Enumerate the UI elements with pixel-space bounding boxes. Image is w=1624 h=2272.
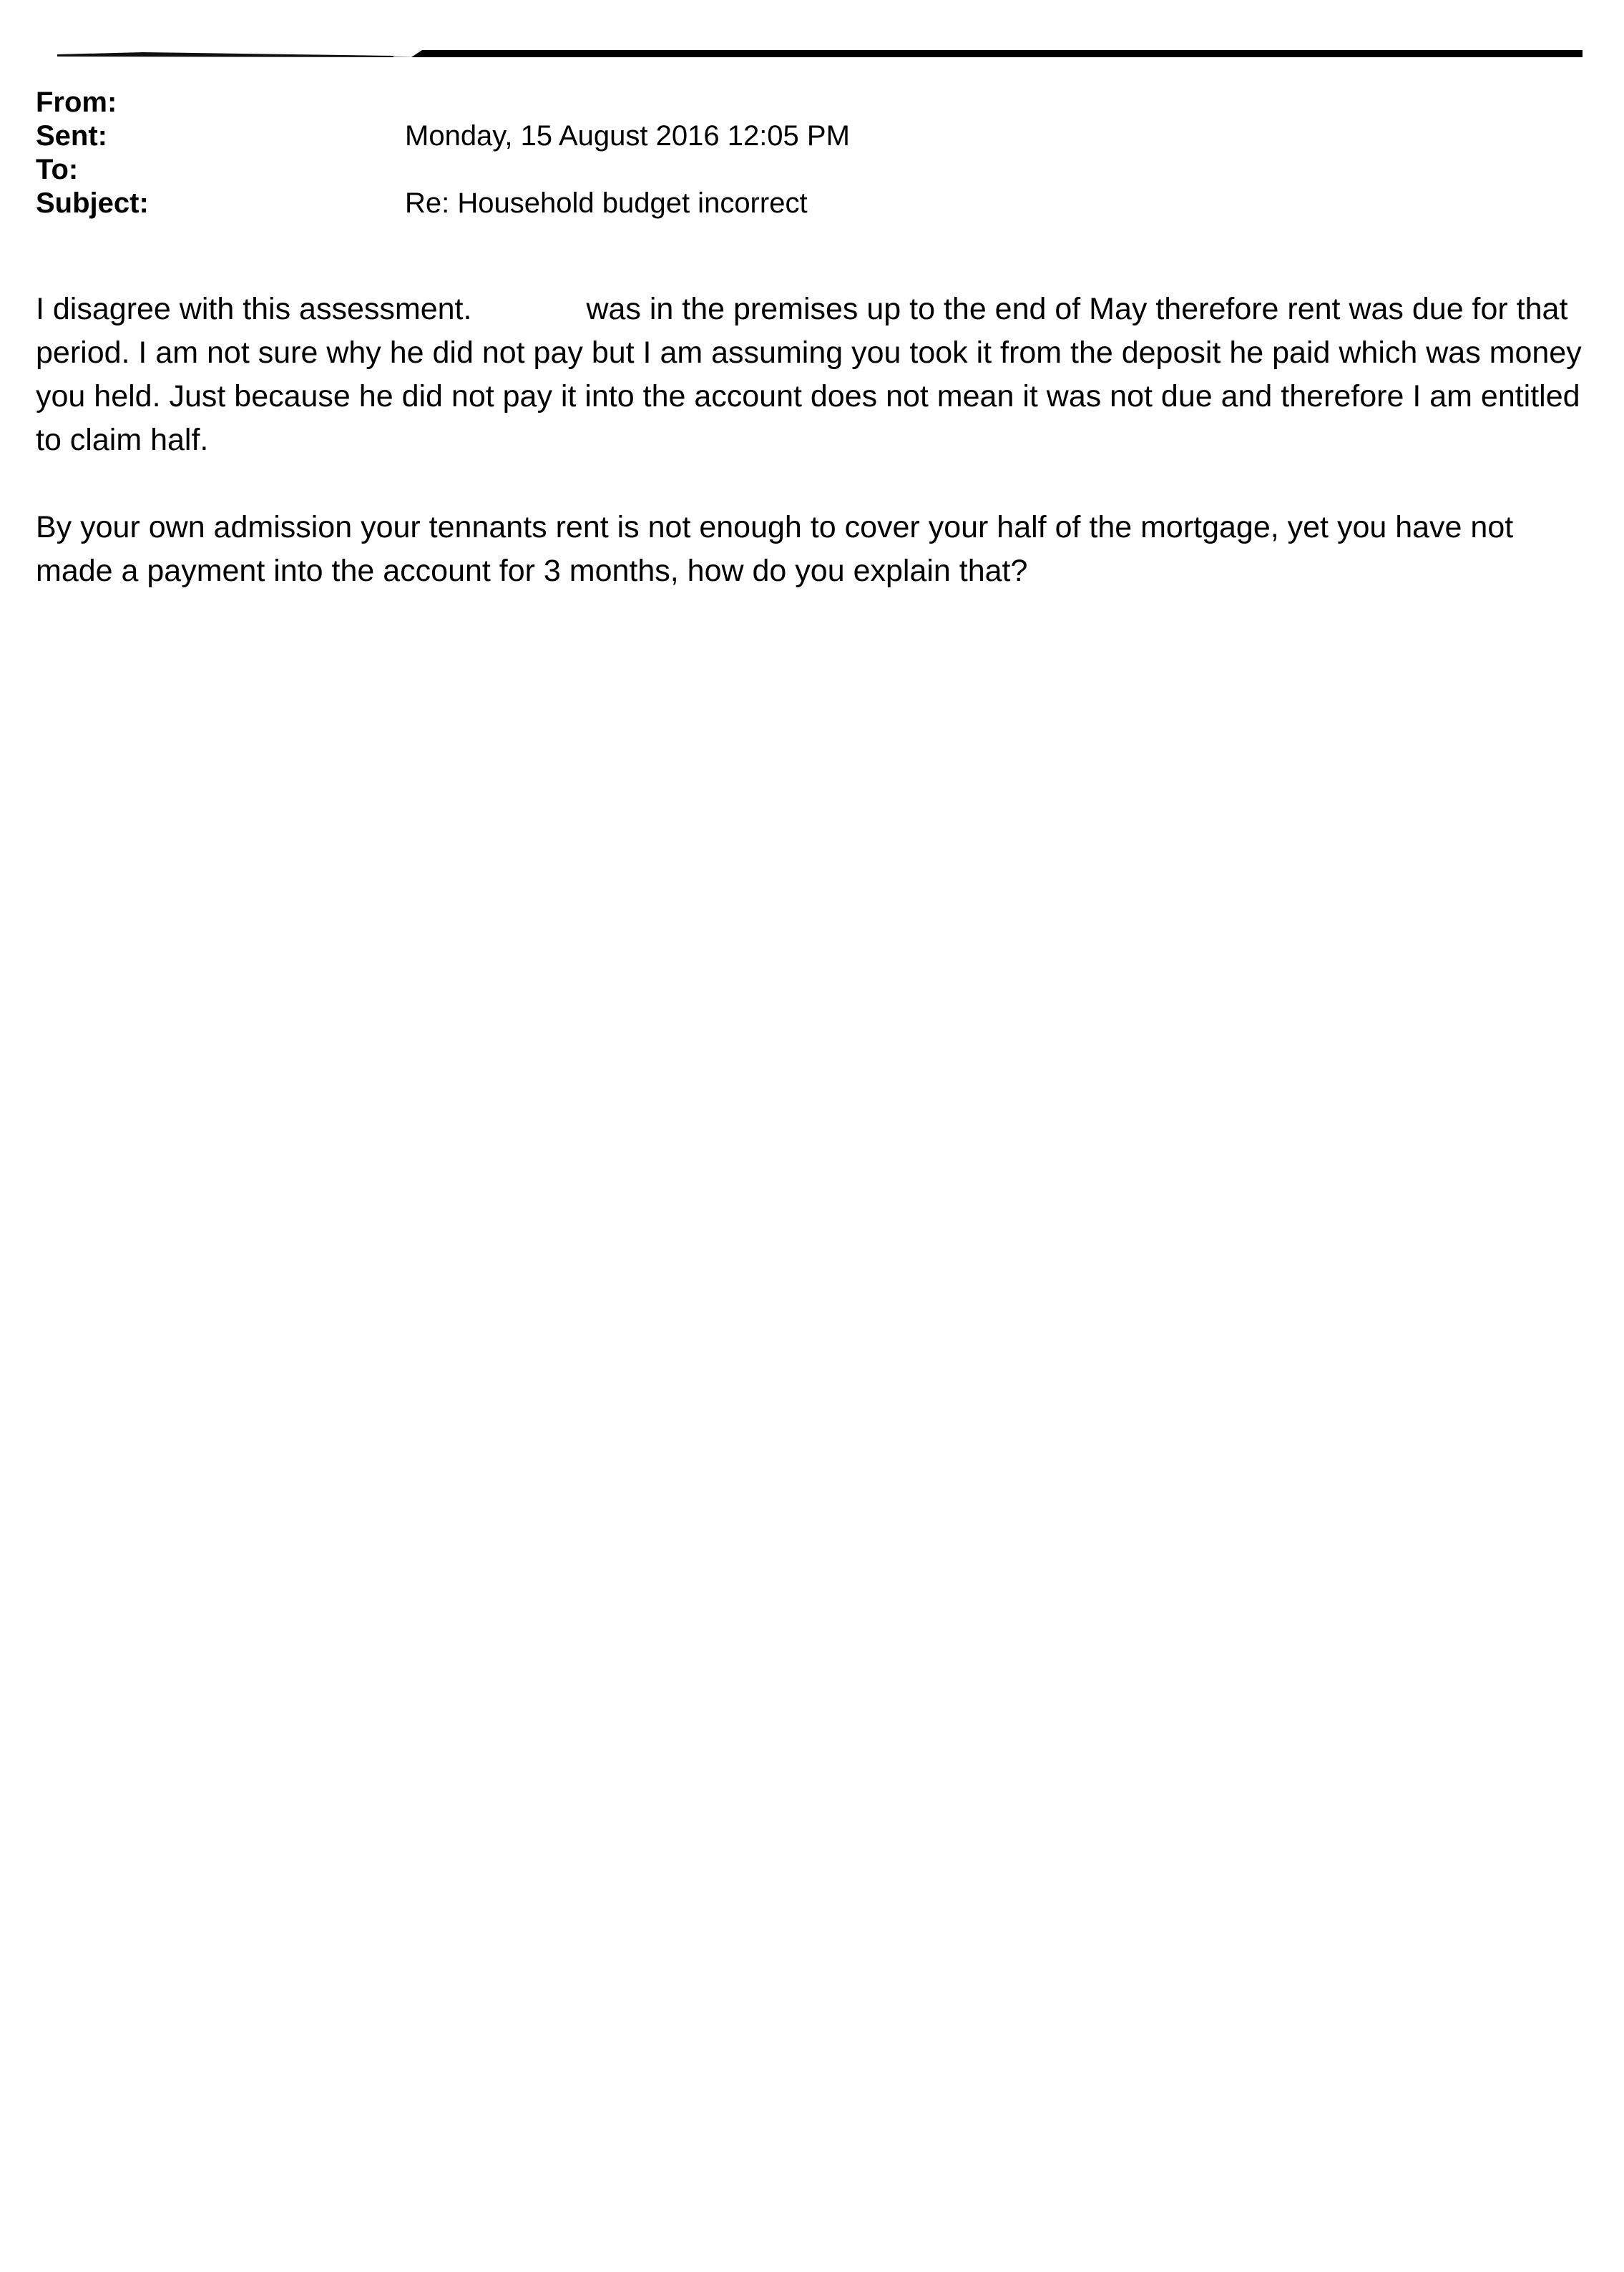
to-row	[36, 153, 850, 187]
subject-row	[36, 187, 850, 220]
header-divider-line	[57, 49, 1583, 59]
to-label: To:	[36, 154, 79, 185]
from-label: From:	[36, 87, 117, 118]
sent-value: Monday, 15 August 2016 12:05 PM	[405, 120, 850, 152]
body-paragraph-2: By your own admission your tennants rent is not enough to cover your half of the mortgage, yet you have not made a payment into the account for 3 months, how do you explain that?	[36, 510, 1514, 588]
subject-value: Re: Household budget incorrect	[405, 187, 808, 219]
from-row	[36, 86, 850, 119]
sent-row	[36, 119, 850, 153]
email-header	[36, 86, 850, 220]
body-paragraph-1-start: I disagree with this assessment.	[36, 292, 472, 326]
sent-label: Sent:	[36, 120, 107, 152]
email-body	[36, 288, 1595, 637]
subject-label: Subject:	[36, 187, 149, 219]
body-paragraph-1	[36, 288, 1595, 462]
body-paragraph-1-rest: was in the premises up to the end of May therefore rent was due for that period. I am not sure why he did not pay but I am assuming you took it from the deposit he paid which was money you held. Just because he did not pay it into the account does not mean it was not due and therefore I am entitled to claim half.	[36, 292, 1582, 457]
